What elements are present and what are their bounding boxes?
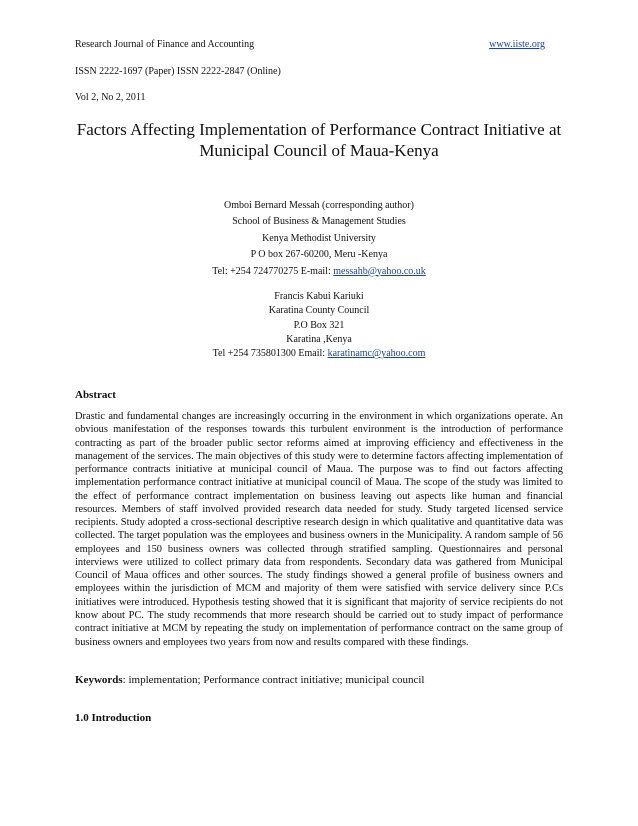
author-1-contact — [0, 264, 638, 280]
author-2-email-link[interactable]: karatinamc@yahoo.com — [327, 348, 426, 360]
author-2-block — [0, 290, 638, 361]
author-1-address: P O box 267-60200, Meru -Kenya — [250, 249, 388, 261]
author-2-phone: Tel +254 735801300 Email: — [212, 348, 328, 360]
author-1-phone: Tel: +254 724770275 E-mail: — [212, 265, 334, 277]
author-2-organization: Karatina County Council — [268, 305, 370, 317]
abstract-heading: Abstract — [75, 389, 116, 401]
author-1-university: Kenya Methodist University — [262, 232, 376, 244]
journal-name: Research Journal of Finance and Accounting — [75, 39, 255, 50]
author-1-department: School of Business & Management Studies — [232, 216, 406, 228]
volume-line: Vol 2, No 2, 2011 — [75, 92, 146, 103]
keywords-list: : implementation; Performance contract initiative; municipal council — [122, 674, 425, 686]
author-2-name: Francis Kabui Kariuki — [274, 291, 364, 302]
issn-line: ISSN 2222-1697 (Paper) ISSN 2222-2847 (Online) — [75, 66, 281, 77]
author-1-name: Omboi Bernard Messah (corresponding author) — [224, 200, 414, 211]
author-2-box: P.O Box 321 — [293, 319, 345, 331]
author-2-contact — [0, 347, 638, 361]
journal-website-link[interactable]: www.iiste.org — [489, 39, 545, 50]
introduction-heading: 1.0 Introduction — [75, 712, 152, 724]
keywords-line — [75, 674, 424, 686]
paper-title: Factors Affecting Implementation of Performance Contract Initiative at Municipal Council of Maua-Kenya — [76, 120, 562, 160]
author-2-city: Karatina ,Kenya — [286, 333, 352, 345]
author-1-block — [0, 198, 638, 280]
author-1-email-link[interactable]: messahb@yahoo.co.uk — [333, 265, 426, 277]
abstract-body: Drastic and fundamental changes are increasingly occurring in the environment in which organizations operate. An obvious manifestation of the responses towards this turbulent environment is the introduction of performance contracting as part of the broader public sector reforms aimed at improving efficiency and effectiveness in the management of the services. The main objectives of this study were to determine factors affecting implementation of performance contracts initiative at municipal council of Maua. The purpose was to find out factors affecting implementation performance contract initiative at municipal council of Maua. The scope of the study was limited to the effect of performance contract implementation on business leaving out aspects like human and financial resources. Members of staff involved provided research data needed for study. Study targeted licensed service recipients. Study adopted a cross-sectional descriptive research design in which qualitative and quantitative data was collected. The target population was the employees and business owners in the Municipality. A random sample of 56 employees and 150 business owners was collected through stratified sampling. Questionnaires and personal interviews were utilized to collect primary data from respondents. Secondary data was gathered from Municipal Council of Maua offices and other sources. The study findings showed a general profile of business owners and employees within the jurisdiction of MCM and majority of them were satisfied with service delivery since P.Cs initiatives were introduced. Hypothesis testing showed that it is significant that majority of service recipients do not know about PC. The study recommends that more research should be carried out to study impact of performance contract initiative at MCM by repeating the study on implementation of performance contract on the same group of business owners and employees two years from now and results compared with these findings. — [75, 411, 563, 648]
keywords-label: Keywords — [75, 674, 123, 686]
